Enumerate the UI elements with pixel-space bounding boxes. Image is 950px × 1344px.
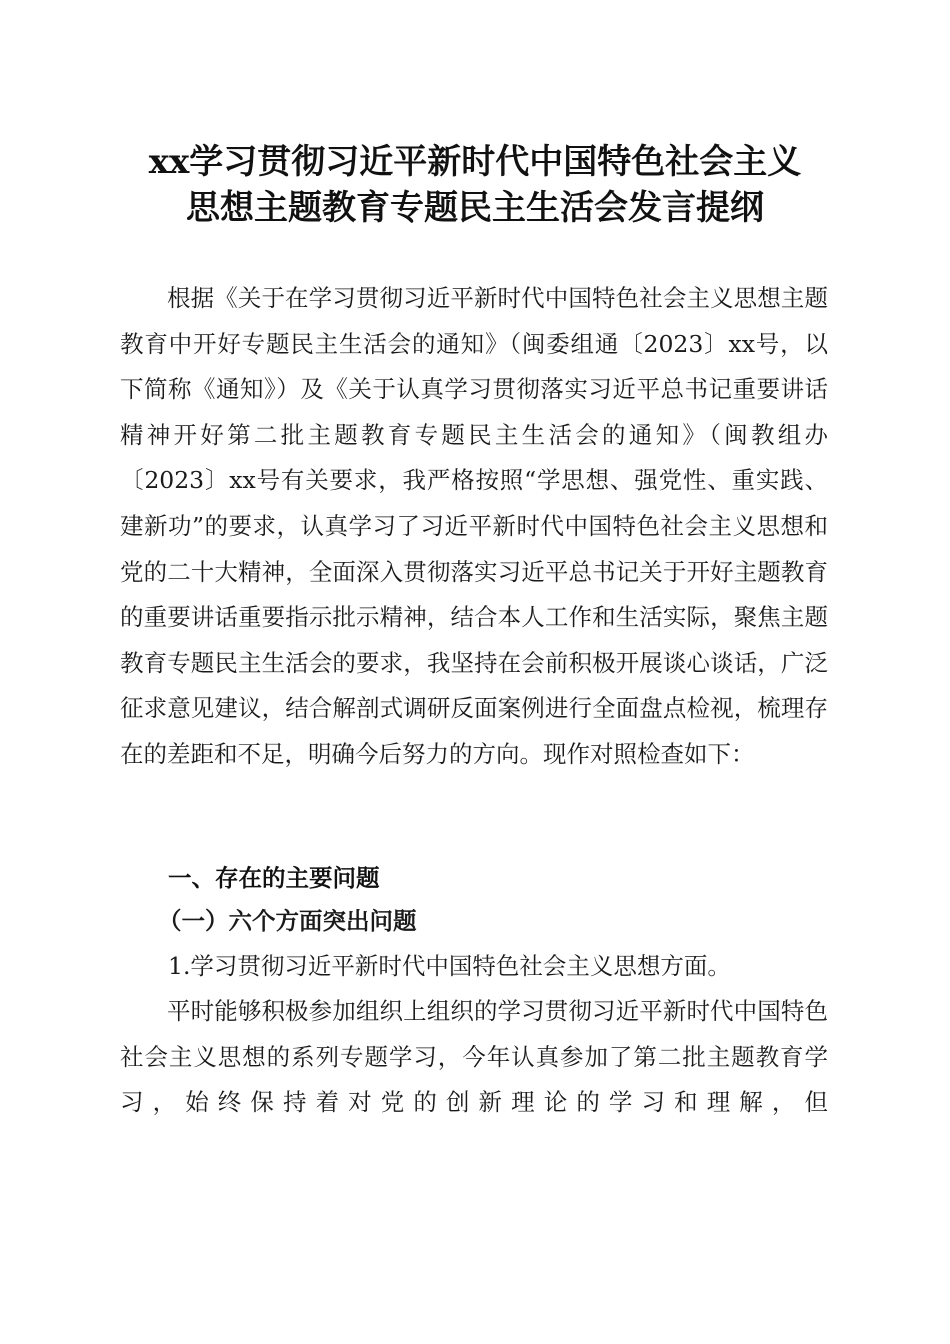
document-title-line-1: xx学习贯彻习近平新时代中国特色社会主义 xyxy=(148,142,802,182)
study-paragraph: 平时能够积极参加组织上组织的学习贯彻习近平新时代中国特色社会主义思想的系列专题学习，今年认真参加了第二批主题教育学习，始终保持着对党的创新理论的学习和理解，但 xyxy=(120,997,828,1117)
document-title-line-2: 思想主题教育专题民主生活会发言提纲 xyxy=(186,188,764,228)
item-heading-study-thought: 1.学习贯彻习近平新时代中国特色社会主义思想方面。 xyxy=(168,952,731,980)
intro-paragraph: 根据《关于在学习贯彻习近平新时代中国特色社会主义思想主题教育中开好专题民主生活会的通知》（闽委组通〔2023〕xx号，以下简称《通知》）及《关于认真学习贯彻落实习近平总书记重要讲话精神开好第二批主题教育专题民主生活会的通知》（闽教组办〔2023〕xx号有关要求，我严格按照“学思想、强党性、重实践、建新功”的要求，认真学习了习近平新时代中国特色社会主义思想和党的二十大精神，全面深入贯彻落实习近平总书记关于开好主题教育的重要讲话重要指示批示精神，结合本人工作和生活实际，聚焦主题教育专题民主生活会的要求，我坚持在会前积极开展谈心谈话，广泛征求意见建议，结合解剖式调研反面案例进行全面盘点检视，梳理存在的差距和不足，明确今后努力的方向。现作对照检查如下： xyxy=(120,284,828,768)
subsection-heading-six-aspects: （一）六个方面突出问题 xyxy=(158,907,417,935)
section-heading-main-problems: 一、存在的主要问题 xyxy=(168,864,380,892)
